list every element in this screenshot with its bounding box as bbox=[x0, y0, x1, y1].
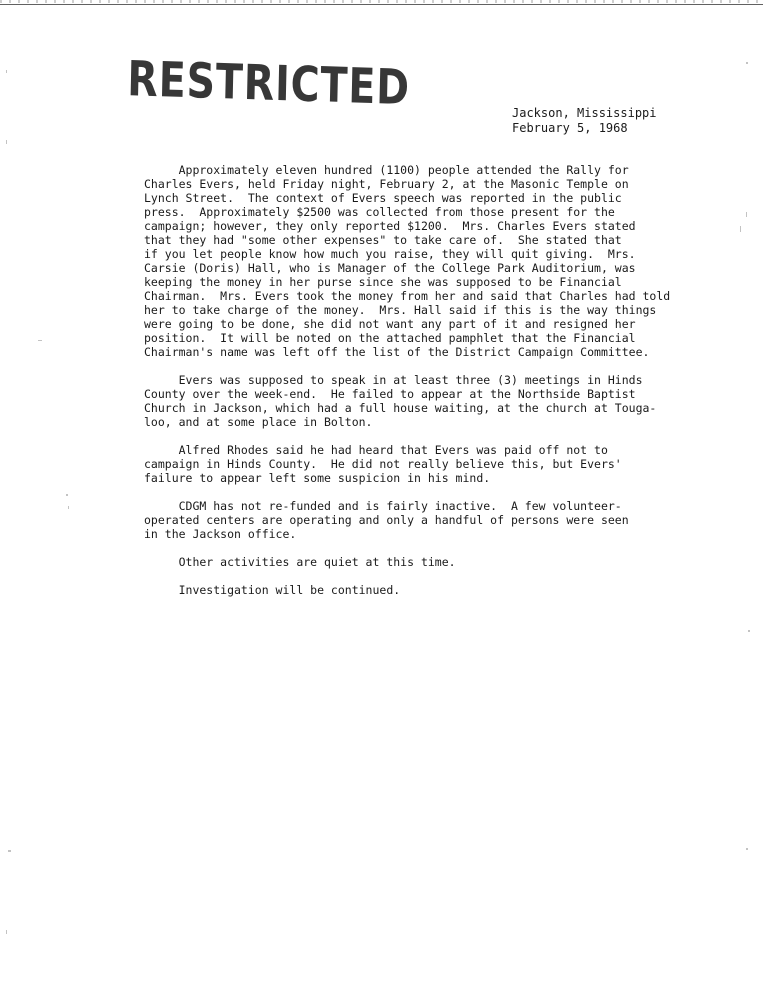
paragraph-rhodes bbox=[144, 443, 684, 485]
text-line: Chairman's name was left off the list of the District Campaign Committee. bbox=[144, 345, 650, 359]
text-line: Church in Jackson, which had a full house waiting, at the church at Touga- bbox=[144, 401, 657, 415]
scan-speck bbox=[6, 140, 7, 144]
scan-speck bbox=[746, 848, 748, 850]
scan-speck bbox=[6, 930, 7, 934]
text-line: failure to appear left some suspicion in his mind. bbox=[144, 471, 491, 485]
text-line: that they had "some other expenses" to take care of. She stated that bbox=[144, 233, 622, 247]
text-line: Charles Evers, held Friday night, February 2, at the Masonic Temple on bbox=[144, 177, 629, 191]
text-line: position. It will be noted on the attached pamphlet that the Financial bbox=[144, 331, 636, 345]
paragraph-other-activities bbox=[144, 555, 684, 569]
text-line: County over the week-end. He failed to appear at the Northside Baptist bbox=[144, 387, 636, 401]
text-line: Approximately eleven hundred (1100) people attended the Rally for bbox=[144, 163, 629, 177]
text-line: were going to be done, she did not want any part of it and resigned her bbox=[144, 317, 636, 331]
text-line: Carsie (Doris) Hall, who is Manager of the College Park Auditorium, was bbox=[144, 261, 636, 275]
text-line: her to take charge of the money. Mrs. Hall said if this is the way things bbox=[144, 303, 657, 317]
text-line: press. Approximately $2500 was collected from those present for the bbox=[144, 205, 615, 219]
memo-body bbox=[144, 163, 684, 611]
paragraph-meetings bbox=[144, 373, 684, 429]
scan-speck bbox=[748, 630, 750, 632]
text-line: operated centers are operating and only a handful of persons were seen bbox=[144, 513, 629, 527]
text-line: Chairman. Mrs. Evers took the money from her and said that Charles had told bbox=[144, 289, 671, 303]
scan-speck bbox=[6, 70, 7, 73]
scan-top-dots bbox=[0, 0, 763, 3]
scan-speck bbox=[740, 226, 741, 232]
text-line: Lynch Street. The context of Evers speech was reported in the public bbox=[144, 191, 622, 205]
paragraph-investigation bbox=[144, 583, 684, 597]
text-line: loo, and at some place in Bolton. bbox=[144, 415, 373, 429]
dateline-date: February 5, 1968 bbox=[512, 121, 628, 135]
scan-speck bbox=[746, 212, 747, 217]
text-line: Alfred Rhodes said he had heard that Evers was paid off not to bbox=[144, 443, 608, 457]
scan-speck bbox=[68, 506, 69, 509]
scan-speck bbox=[746, 62, 748, 64]
text-line: Evers was supposed to speak in at least three (3) meetings in Hinds bbox=[144, 373, 643, 387]
scan-speck bbox=[38, 340, 42, 341]
dateline bbox=[512, 106, 657, 136]
text-line: Investigation will be continued. bbox=[144, 583, 401, 597]
text-line: if you let people know how much you raise, they will quit giving. Mrs. bbox=[144, 247, 636, 261]
text-line: Other activities are quiet at this time. bbox=[144, 555, 456, 569]
dateline-location: Jackson, Mississippi bbox=[512, 106, 657, 120]
text-line: keeping the money in her purse since she was supposed to be Financial bbox=[144, 275, 622, 289]
scan-top-border bbox=[0, 4, 763, 5]
scan-speck bbox=[66, 494, 68, 496]
paragraph-cdgm bbox=[144, 499, 684, 541]
text-line: in the Jackson office. bbox=[144, 527, 297, 541]
restricted-stamp: RESTRICTED bbox=[126, 50, 411, 116]
text-line: campaign in Hinds County. He did not really believe this, but Evers' bbox=[144, 457, 622, 471]
text-line: campaign; however, they only reported $1200. Mrs. Charles Evers stated bbox=[144, 219, 636, 233]
text-line: CDGM has not re-funded and is fairly inactive. A few volunteer- bbox=[144, 499, 622, 513]
scan-speck bbox=[8, 850, 11, 852]
paragraph-rally bbox=[144, 163, 684, 359]
